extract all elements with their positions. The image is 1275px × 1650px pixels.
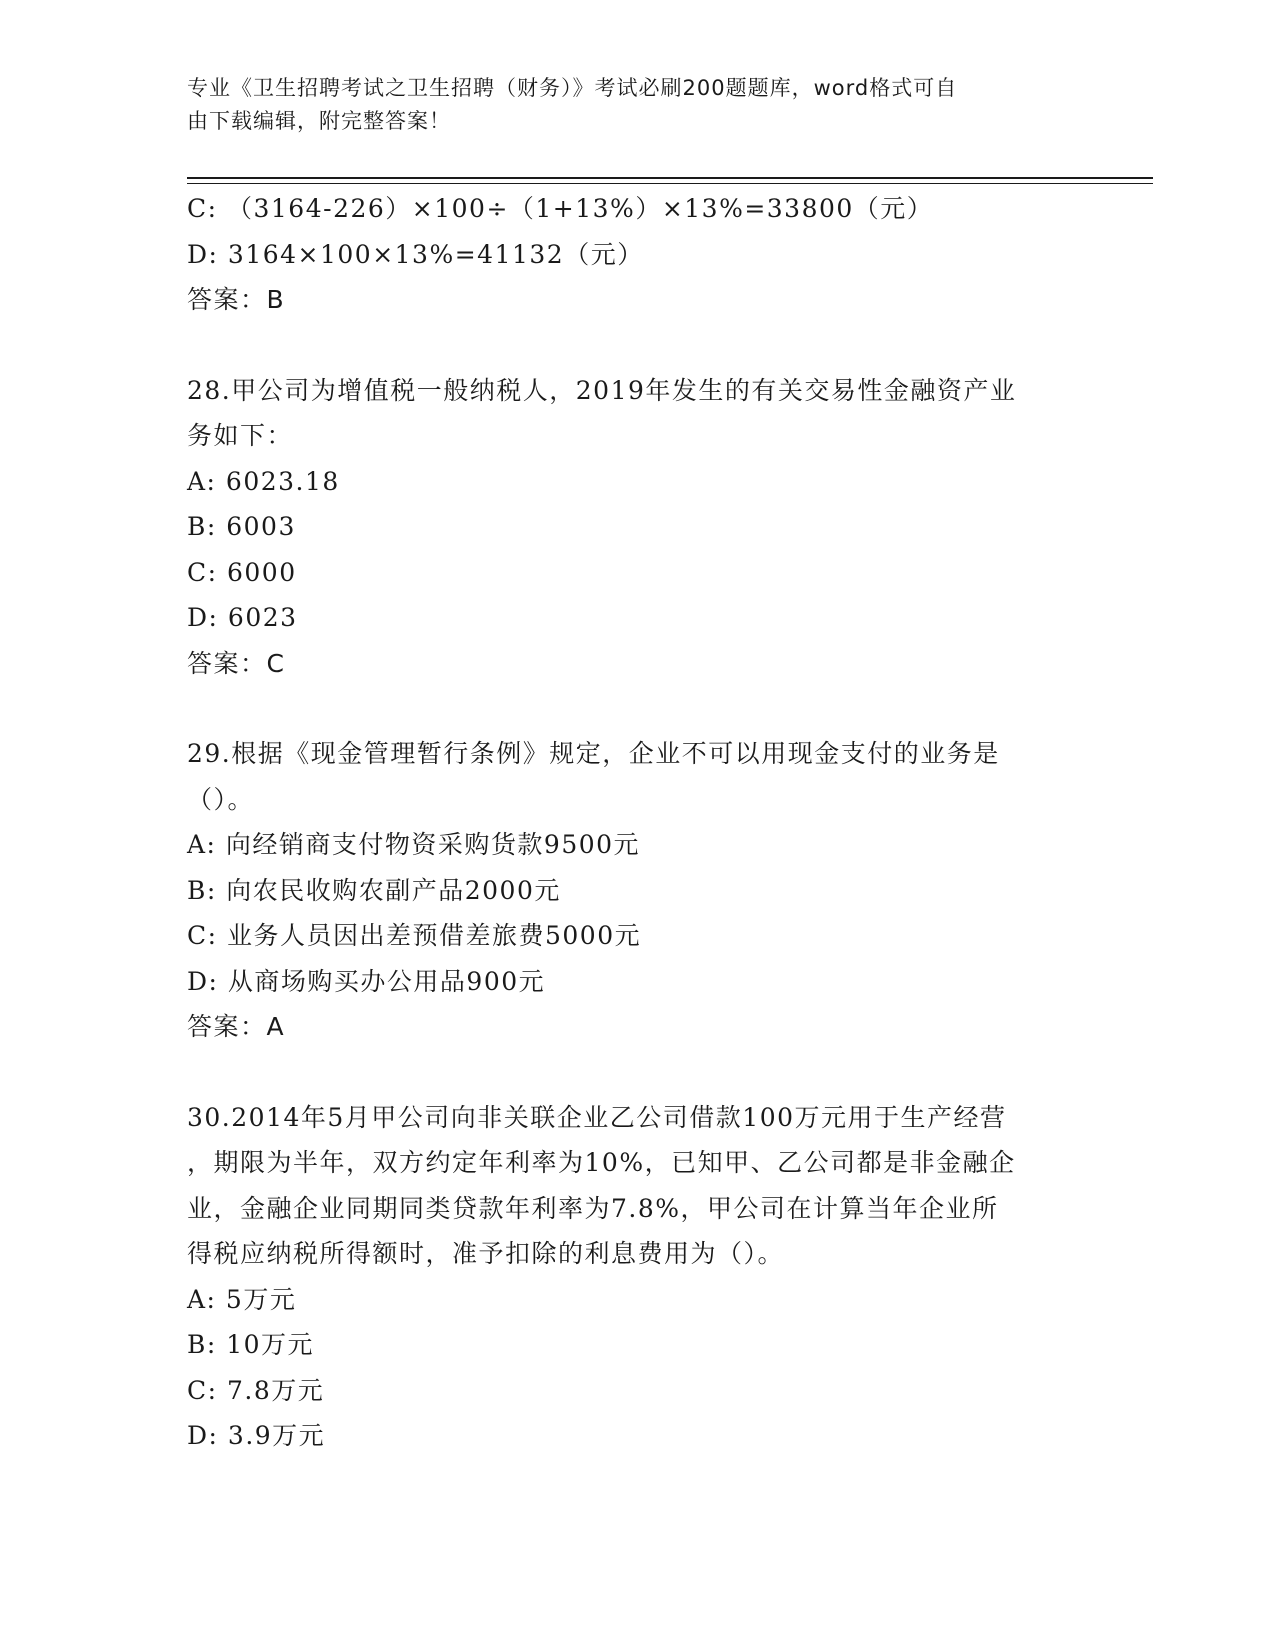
option-c: C: 业务人员因出差预借差旅费5000元 <box>187 921 642 950</box>
spacer <box>187 686 1087 731</box>
option-d: D: 3164×100×13%=41132（元） <box>187 239 644 269</box>
answer-label: 答案：A <box>187 1012 286 1041</box>
question-29 <box>187 731 1087 1050</box>
option-b: B: 10万元 <box>187 1330 315 1359</box>
option-d: D: 6023 <box>187 603 298 632</box>
option-c: C: 7.8万元 <box>187 1375 325 1405</box>
answer-label: 答案：B <box>187 285 286 314</box>
option-a: A: 6023.18 <box>187 466 340 496</box>
document-header <box>187 72 1067 138</box>
question-27-tail <box>187 186 1087 323</box>
option-a: A: 向经销商支付物资采购货款9500元 <box>187 830 641 859</box>
question-text-line: （）。 <box>187 784 255 814</box>
question-text-line: 29.根据《现金管理暂行条例》规定，企业不可以用现金支付的业务是 <box>187 739 1000 768</box>
spacer <box>187 323 1087 368</box>
spacer <box>187 1050 1087 1095</box>
question-text-line: 28.甲公司为增值税一般纳税人，2019年发生的有关交易性金融资产业 <box>187 375 1017 405</box>
answer-label: 答案：C <box>187 648 286 678</box>
question-30 <box>187 1095 1087 1459</box>
question-text-line: ，期限为半年，双方约定年利率为10%，已知甲、乙公司都是非金融企 <box>187 1148 1016 1177</box>
option-b: B: 6003 <box>187 512 296 541</box>
option-d: D: 从商场购买办公用品900元 <box>187 966 546 996</box>
question-text-line: 30.2014年5月甲公司向非关联企业乙公司借款100万元用于生产经营 <box>187 1102 1007 1132</box>
option-d: D: 3.9万元 <box>187 1421 326 1450</box>
question-content <box>187 186 1087 1459</box>
header-line-2: 由下载编辑，附完整答案！ <box>187 109 451 133</box>
header-line-1: 专业《卫生招聘考试之卫生招聘（财务）》考试必刷200题题库，word格式可自 <box>187 76 958 100</box>
question-28 <box>187 368 1087 687</box>
option-b: B: 向农民收购农副产品2000元 <box>187 875 561 905</box>
question-text-line: 务如下： <box>187 421 294 450</box>
question-text-line: 业，金融企业同期同类贷款年利率为7.8%，甲公司在计算当年企业所 <box>187 1193 999 1223</box>
option-c: C: 6000 <box>187 557 297 587</box>
option-c: C: （3164-226）×100÷（1+13%）×13%=33800（元） <box>187 194 934 223</box>
header-divider-thick <box>187 177 1153 179</box>
question-text-line: 得税应纳税所得额时，准予扣除的利息费用为（）。 <box>187 1239 785 1268</box>
header-divider-thin <box>187 183 1153 184</box>
option-a: A: 5万元 <box>187 1284 297 1314</box>
